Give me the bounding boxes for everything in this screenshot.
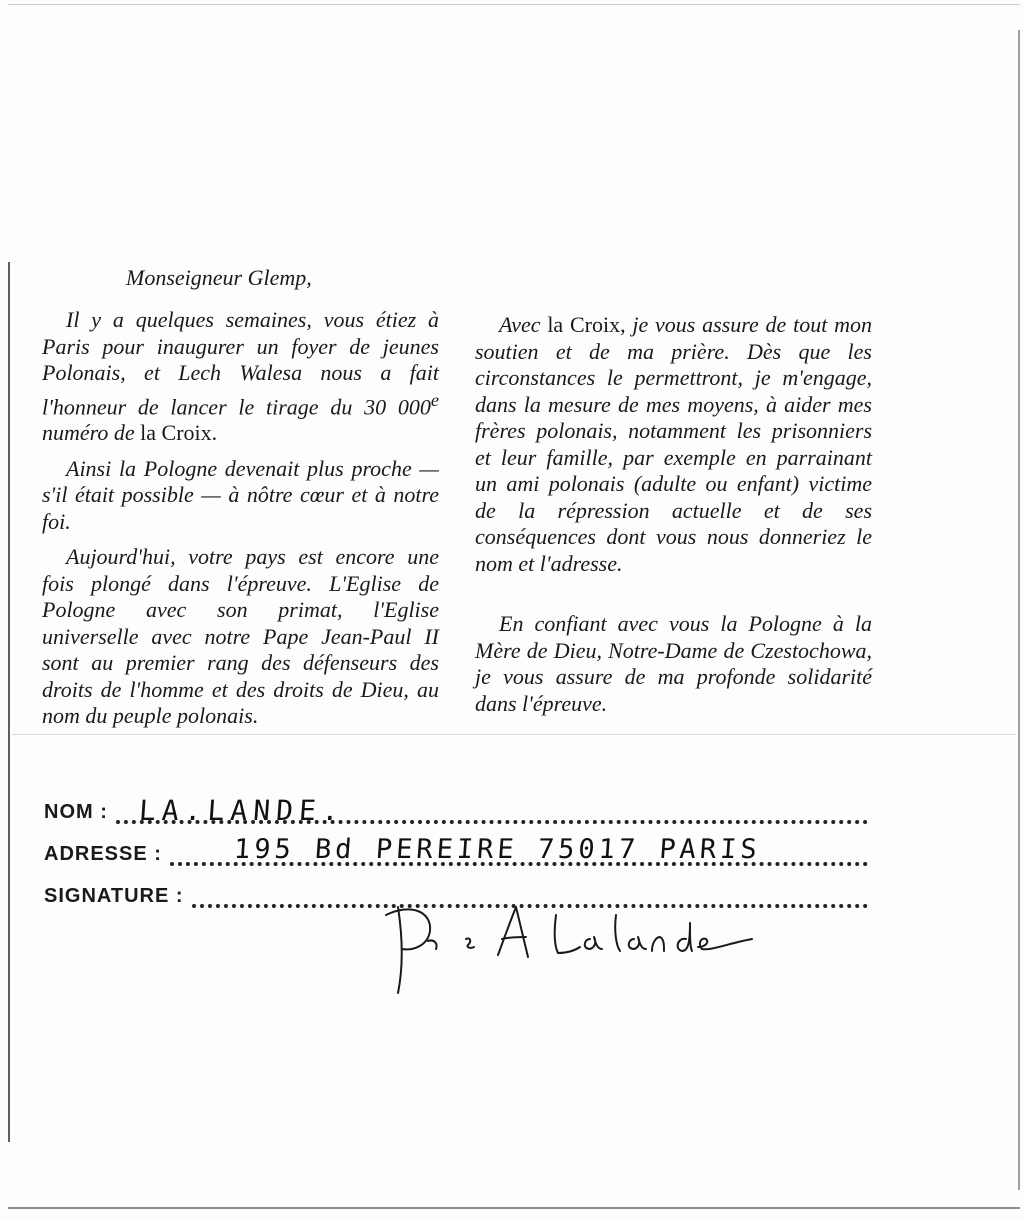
paragraph-2: Ainsi la Pologne devenait plus proche — s'il était possible — à nôtre cœur et à notre foi. (42, 455, 439, 534)
paper-edge-left (8, 262, 10, 1142)
nom-handwritten-value: LA.LANDE. (137, 794, 346, 827)
paper-edge-bottom (8, 1207, 1020, 1209)
nom-label: NOM : (44, 801, 108, 823)
paper-edge-top (8, 4, 1020, 5)
paragraph-4: Avec la Croix, je vous assure de tout mon soutien et de ma prière. Dès que les circonstances le permettront, je m'engage, dans la mesure de mes moyens, à aider mes frères polonais, notamment les prisonniers et leur famille, par exemple en parrainant un ami polonais (adulte ou enfant) victime de la répression actuelle et de ses conséquences dont vous nous donneriez le nom et l'adresse. (475, 312, 872, 576)
letter-left-column (42, 307, 439, 739)
signature-label: SIGNATURE : (44, 885, 184, 907)
adresse-handwritten-value: 195 Bd PEREIRE 75017 PARIS (232, 834, 762, 865)
letter-right-column (475, 312, 872, 726)
handwritten-signature-icon (380, 893, 760, 1003)
paragraph-5: En confiant avec vous la Pologne à la Mère de Dieu, Notre-Dame de Czestochowa, je vous assure de ma profonde solidarité dans l'épreuve. (475, 611, 872, 716)
paragraph-3: Aujourd'hui, votre pays est encore une fois plongé dans l'épreuve. L'Eglise de Pologne avec son primat, l'Eglise universelle avec notre Pape Jean-Paul II sont au premier rang des défenseurs des droits de l'homme et des droits de Dieu, au nom du peuple polonais. (42, 544, 439, 729)
salutation: Monseigneur Glemp, (126, 265, 312, 290)
paragraph-1: Il y a quelques semaines, vous étiez à Paris pour inaugurer un foyer de jeunes Polonais, et Lech Walesa nous a fait l'honneur de lancer le tirage du 30 000e numéro de la Croix. (42, 307, 439, 446)
adresse-label: ADRESSE : (44, 843, 162, 865)
nom-row (44, 790, 904, 832)
adresse-row (44, 832, 904, 874)
paper-edge-right (1018, 30, 1020, 1190)
